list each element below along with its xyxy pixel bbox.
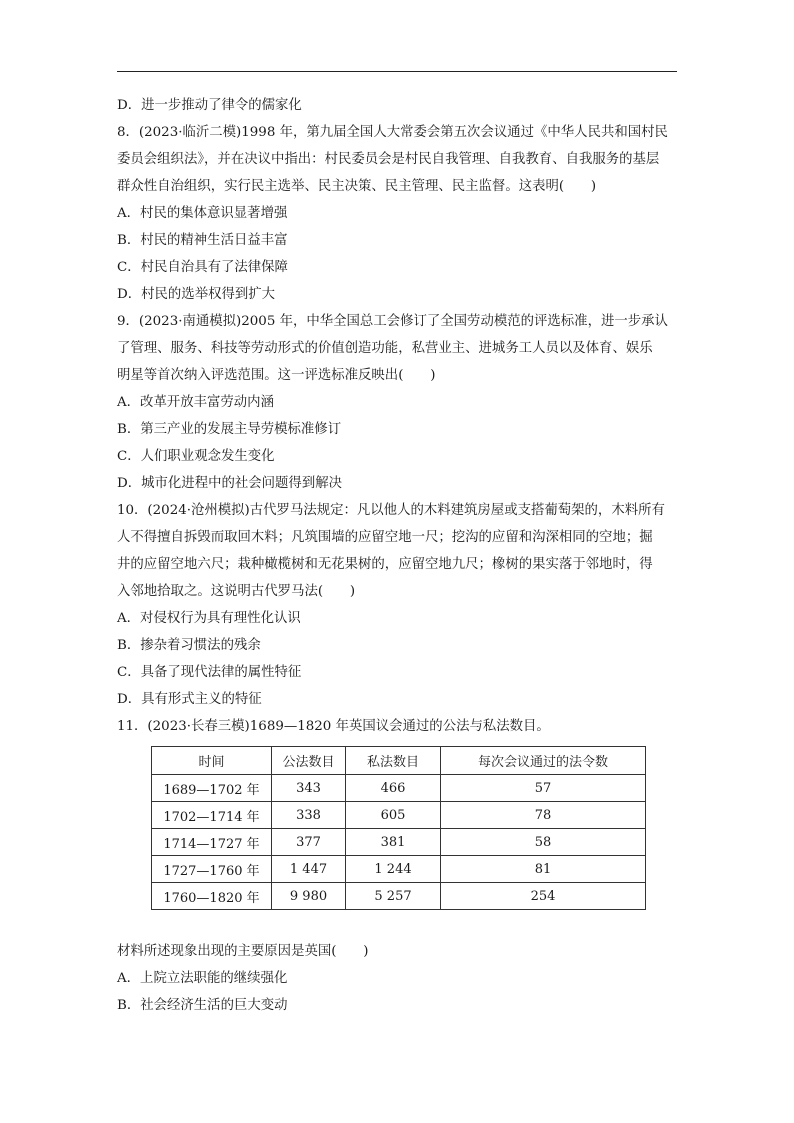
q10-option-a[interactable]: A．对侵权行为具有理性化认识	[117, 611, 301, 626]
table-header-cell: 每次会议通过的法令数	[441, 747, 646, 775]
q8-stem-line-1: 8．(2023·临沂二模)1998 年，第九届全国人大常委会第五次会议通过《中华人民共和国村民	[117, 125, 668, 140]
table-cell-period: 1760—1820 年	[152, 883, 272, 910]
table-cell-per-session: 57	[441, 775, 646, 802]
question-11	[117, 713, 682, 1019]
q7-option-d: D．进一步推动了律令的儒家化	[117, 98, 302, 113]
table-cell-period: 1689—1702 年	[152, 775, 272, 802]
table-row	[152, 802, 646, 829]
table-cell-public: 338	[272, 802, 346, 829]
table-cell-public: 343	[272, 775, 346, 802]
table-cell-public: 9 980	[272, 883, 346, 910]
q9-stem-line-2: 了管理、服务、科技等劳动形式的价值创造功能，私营业主、进城务工人员以及体育、娱乐	[117, 341, 653, 356]
table-cell-period: 1727—1760 年	[152, 856, 272, 883]
table-cell-public: 1 447	[272, 856, 346, 883]
q9-option-a[interactable]: A．改革开放丰富劳动内涵	[117, 395, 274, 410]
q8-option-a[interactable]: A．村民的集体意识显著增强	[117, 206, 288, 221]
table-cell-private: 605	[346, 802, 441, 829]
q10-stem-line-3: 井的应留空地六尺；栽种橄榄树和无花果树的，应留空地九尺；橡树的果实落于邻地时，得	[117, 557, 653, 572]
table-header-cell: 公法数目	[272, 747, 346, 775]
table-row	[152, 775, 646, 802]
q9-option-c[interactable]: C．人们职业观念发生变化	[117, 449, 275, 464]
table-cell-per-session: 78	[441, 802, 646, 829]
q8-option-b[interactable]: B．村民的精神生活日益丰富	[117, 233, 288, 248]
parliament-acts-table	[151, 746, 646, 910]
q8-option-c[interactable]: C．村民自治具有了法律保障	[117, 260, 288, 275]
q10-stem-line-1: 10．(2024·沧州模拟)古代罗马法规定：凡以他人的木料建筑房屋或支搭葡萄架的，木料所有	[117, 503, 665, 518]
table-cell-period: 1714—1727 年	[152, 829, 272, 856]
page-content	[117, 92, 682, 1019]
q8-stem-line-2: 委员会组织法》，并在决议中指出：村民委员会是村民自我管理、自我教育、自我服务的基层	[117, 152, 660, 167]
question-8	[117, 119, 682, 308]
table-row	[152, 883, 646, 910]
q8-option-d[interactable]: D．村民的选举权得到扩大	[117, 287, 276, 302]
table-header-cell: 时间	[152, 747, 272, 775]
q9-stem-line-1: 9．(2023·南通模拟)2005 年，中华全国总工会修订了全国劳动模范的评选标准，进一步承认	[117, 314, 668, 329]
q9-option-b[interactable]: B．第三产业的发展主导劳模标准修订	[117, 422, 342, 437]
question-10	[117, 497, 682, 713]
table-header-row	[152, 747, 646, 775]
table-header-cell: 私法数目	[346, 747, 441, 775]
table-cell-private: 466	[346, 775, 441, 802]
q10-option-c[interactable]: C．具备了现代法律的属性特征	[117, 665, 302, 680]
q11-option-b[interactable]: B．社会经济生活的巨大变动	[117, 998, 288, 1013]
table-row	[152, 829, 646, 856]
table-cell-public: 377	[272, 829, 346, 856]
q9-option-d[interactable]: D．城市化进程中的社会问题得到解决	[117, 476, 342, 491]
table-cell-per-session: 254	[441, 883, 646, 910]
q9-stem-line-3: 明星等首次纳入评选范围。这一评选标准反映出( )	[117, 368, 436, 383]
table-cell-per-session: 58	[441, 829, 646, 856]
header-rule	[117, 71, 677, 72]
question-9	[117, 308, 682, 497]
q10-option-d[interactable]: D．具有形式主义的特征	[117, 692, 262, 707]
table-cell-period: 1702—1714 年	[152, 802, 272, 829]
table-cell-private: 5 257	[346, 883, 441, 910]
q10-stem-line-4: 入邻地拾取之。这说明古代罗马法( )	[117, 584, 356, 599]
table-cell-private: 1 244	[346, 856, 441, 883]
q11-option-a[interactable]: A．上院立法职能的继续强化	[117, 971, 288, 986]
q10-option-b[interactable]: B．掺杂着习惯法的残余	[117, 638, 261, 653]
table-cell-per-session: 81	[441, 856, 646, 883]
table-row	[152, 856, 646, 883]
table-cell-private: 381	[346, 829, 441, 856]
q8-stem-line-3: 群众性自治组织，实行民主选举、民主决策、民主管理、民主监督。这表明( )	[117, 179, 597, 194]
q11-question: 材料所述现象出现的主要原因是英国( )	[117, 944, 369, 959]
q10-stem-line-2: 人不得擅自拆毁而取回木料；凡筑围墙的应留空地一尺；挖沟的应留和沟深相同的空地；掘	[117, 530, 653, 545]
q11-stem: 11．(2023·长春三模)1689—1820 年英国议会通过的公法与私法数目。	[117, 719, 550, 734]
